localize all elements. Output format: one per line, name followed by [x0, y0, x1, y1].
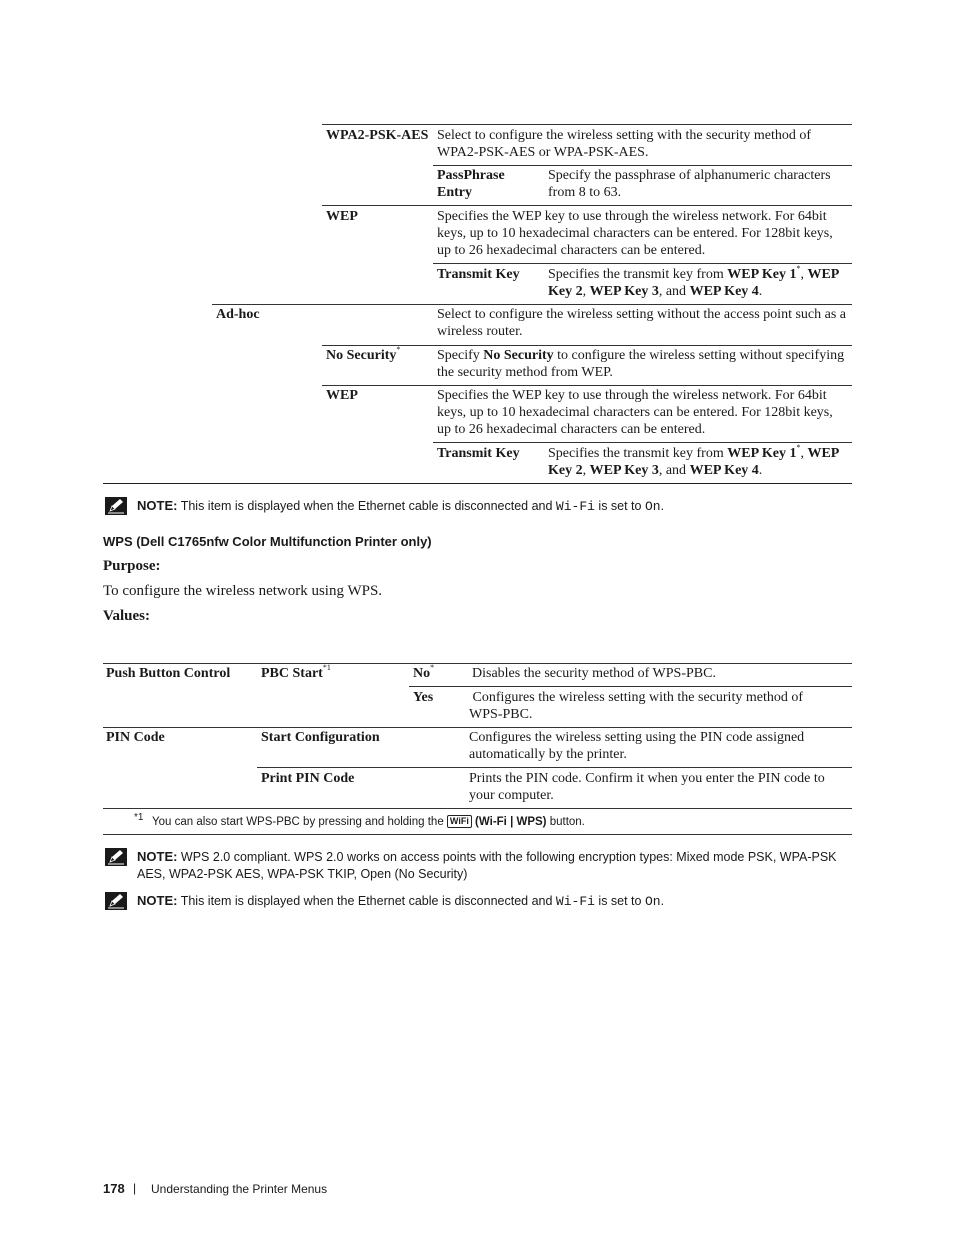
purpose-text: To configure the wireless network using WPS.: [103, 583, 383, 599]
note-ethernet-wifi-2: NOTE: This item is displayed when the Ethernet cable is disconnected and Wi-Fi is set to On.: [137, 893, 665, 909]
footer-separator: |: [133, 1181, 137, 1195]
table-rule: [322, 205, 852, 206]
transmit-key-description: Specifies the transmit key from WEP Key 1*, WEP Key 2, WEP Key 3, and WEP Key 4.: [548, 264, 839, 299]
footnote-mark: *1: [134, 812, 144, 823]
transmit-key-adhoc-description: Specifies the transmit key from WEP Key 1*, WEP Key 2, WEP Key 3, and WEP Key 4.: [548, 443, 839, 478]
pbc-no-option: No*: [413, 663, 435, 681]
table-rule: [103, 808, 852, 809]
ad-hoc-description: Select to configure the wireless setting without the access point such as a wireless router.: [437, 307, 847, 339]
table-rule: [212, 304, 852, 305]
table-rule: [103, 727, 852, 728]
print-pin-code-description: Prints the PIN code. Confirm it when you enter the PIN code to your computer.: [469, 771, 825, 803]
wep-description: Specifies the WEP key to use through the wireless network. For 64bit keys, up to 10 hexadecimal characters can be entered. For 128bit keys, up to 26 hexadecimal characters can be entered.: [437, 209, 833, 258]
no-security-description: Specify No Security to configure the wireless setting without specifying the security method from WEP.: [437, 348, 845, 380]
transmit-key-adhoc-label: Transmit Key: [437, 446, 520, 461]
table-rule: [433, 263, 852, 264]
start-configuration-label: Start Configuration: [261, 730, 380, 745]
table-rule: [257, 767, 852, 768]
wep-label: WEP: [326, 209, 358, 224]
footnote-text: You can also start WPS-PBC by pressing and holding the WiFi (Wi-Fi | WPS) button.: [152, 816, 585, 828]
table-rule: [322, 385, 852, 386]
pbc-no-description: Disables the security method of WPS-PBC.: [472, 666, 716, 681]
ad-hoc-label: Ad-hoc: [216, 307, 260, 322]
wpa2-psk-aes-label: WPA2-PSK-AES: [326, 128, 429, 143]
passphrase-entry-label: PassPhrase Entry: [437, 168, 505, 200]
table-rule: [322, 124, 852, 125]
table-rule: [322, 345, 852, 346]
table-rule: [103, 483, 852, 484]
note-pencil-icon: [105, 848, 127, 866]
note-pencil-icon: [105, 892, 127, 910]
table-rule: [433, 165, 852, 166]
pbc-yes-option: Yes: [413, 690, 434, 705]
passphrase-entry-description: Specify the passphrase of alphanumeric characters from 8 to 63.: [548, 168, 831, 200]
pbc-start-label: PBC Start$^{*1}$: [261, 663, 331, 681]
pbc-yes-description: Configures the wireless setting with the security method of WPS-PBC.: [469, 690, 803, 722]
table-rule: [409, 686, 852, 687]
wep-adhoc-label: WEP: [326, 388, 358, 403]
table-rule: [103, 663, 852, 664]
purpose-label: Purpose:: [103, 558, 161, 574]
transmit-key-label: Transmit Key: [437, 267, 520, 282]
no-security-label: No Security*: [326, 345, 401, 363]
table-rule: [103, 834, 852, 835]
values-label: Values:: [103, 608, 150, 624]
table-rule: [433, 442, 852, 443]
pin-code-label: PIN Code: [106, 730, 165, 745]
wifi-button-icon: WiFi: [447, 815, 472, 828]
wpa2-psk-aes-description: Select to configure the wireless setting with the security method of WPA2-PSK-AES or WPA-PSK-AES.: [437, 128, 812, 160]
chapter-title: Understanding the Printer Menus: [151, 1182, 328, 1196]
wps-section-heading: WPS (Dell C1765nfw Color Multifunction Printer only): [103, 534, 432, 549]
note-pencil-icon: [105, 497, 127, 515]
start-configuration-description: Configures the wireless setting using the PIN code assigned automatically by the printer.: [469, 730, 805, 762]
note-ethernet-wifi: NOTE: This item is displayed when the Ethernet cable is disconnected and Wi-Fi is set to On.: [137, 498, 665, 514]
push-button-control-label: Push Button Control: [106, 666, 231, 681]
wep-adhoc-description: Specifies the WEP key to use through the wireless network. For 64bit keys, up to 10 hexadecimal characters can be entered. For 128bit keys, up to 26 hexadecimal characters can be entered.: [437, 388, 833, 437]
print-pin-code-label: Print PIN Code: [261, 771, 355, 786]
note-wps-compliance: NOTE: WPS 2.0 compliant. WPS 2.0 works on access points with the following encryption types: Mixed mode PSK, WPA-PSK AES, WPA2-PSK AES, WPA-PSK TKIP, Open (No Security): [137, 849, 837, 881]
page-number: 178: [103, 1181, 125, 1196]
